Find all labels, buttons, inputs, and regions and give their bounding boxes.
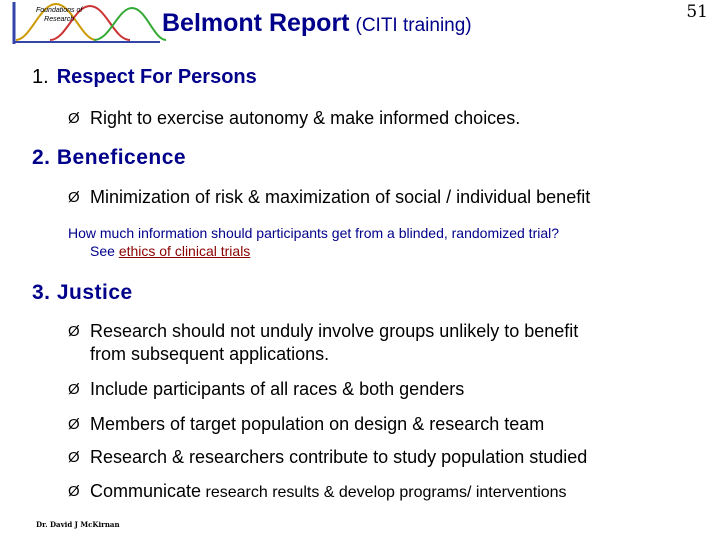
bullet-text: Members of target population on design & research team (90, 414, 545, 434)
bullet-item (68, 446, 587, 469)
section-number: 1. (32, 66, 49, 88)
bullet-text: Include participants of all races & both genders (90, 379, 465, 399)
bullet-item (68, 186, 590, 209)
logo-line2: Research (44, 16, 75, 23)
bullet-item (68, 320, 578, 366)
footer-author: Dr. David J McKirnan (36, 520, 120, 529)
note-line1: How much information should participants get from a blinded, randomized trial? (68, 225, 560, 241)
clinical-trials-ethics-link[interactable]: ethics of clinical trials (118, 243, 251, 259)
bullet-item (68, 107, 520, 130)
arrow-bullet-icon: Ø (68, 416, 80, 433)
page-title (162, 9, 472, 38)
page-number: 51 (686, 2, 708, 22)
bullet-text-line1: Research should not unduly involve groups unlikely to benefit (90, 321, 579, 341)
note-line2 (68, 242, 559, 260)
section-heading-beneficence: 2. Beneficence (32, 146, 187, 169)
bullet-text: Research & researchers contribute to study population studied (90, 447, 588, 467)
logo-text (36, 6, 82, 24)
bullet-item (68, 480, 567, 504)
title-subtitle: (CITI training) (355, 15, 472, 36)
logo (10, 0, 168, 44)
section-heading-respect (32, 66, 257, 89)
arrow-bullet-icon: Ø (68, 110, 80, 127)
note-see: See (90, 243, 115, 259)
bullet-item (68, 413, 544, 436)
arrow-bullet-icon: Ø (68, 449, 80, 466)
title-main: Belmont Report (162, 9, 350, 37)
section-title: Respect For Persons (56, 66, 257, 88)
bullet-text: Minimization of risk & maximization of social / individual benefit (90, 187, 591, 207)
arrow-bullet-icon: Ø (68, 381, 80, 398)
arrow-bullet-icon: Ø (68, 189, 80, 206)
section-heading-justice: 3. Justice (32, 281, 133, 304)
bullet-item (68, 378, 464, 401)
bullet-text (68, 480, 567, 504)
bell-curves-icon (10, 0, 168, 44)
bullet-rest: research results & develop programs/ interventions (201, 484, 567, 501)
arrow-bullet-icon: Ø (68, 323, 80, 340)
logo-line1: Foundations of (36, 7, 83, 14)
note-question (68, 224, 559, 260)
bullet-text-line2: from subsequent applications. (90, 344, 330, 364)
arrow-bullet-icon: Ø (68, 483, 80, 500)
bullet-text: Right to exercise autonomy & make informed choices. (90, 108, 521, 128)
bullet-lead: Communicate (90, 481, 202, 501)
